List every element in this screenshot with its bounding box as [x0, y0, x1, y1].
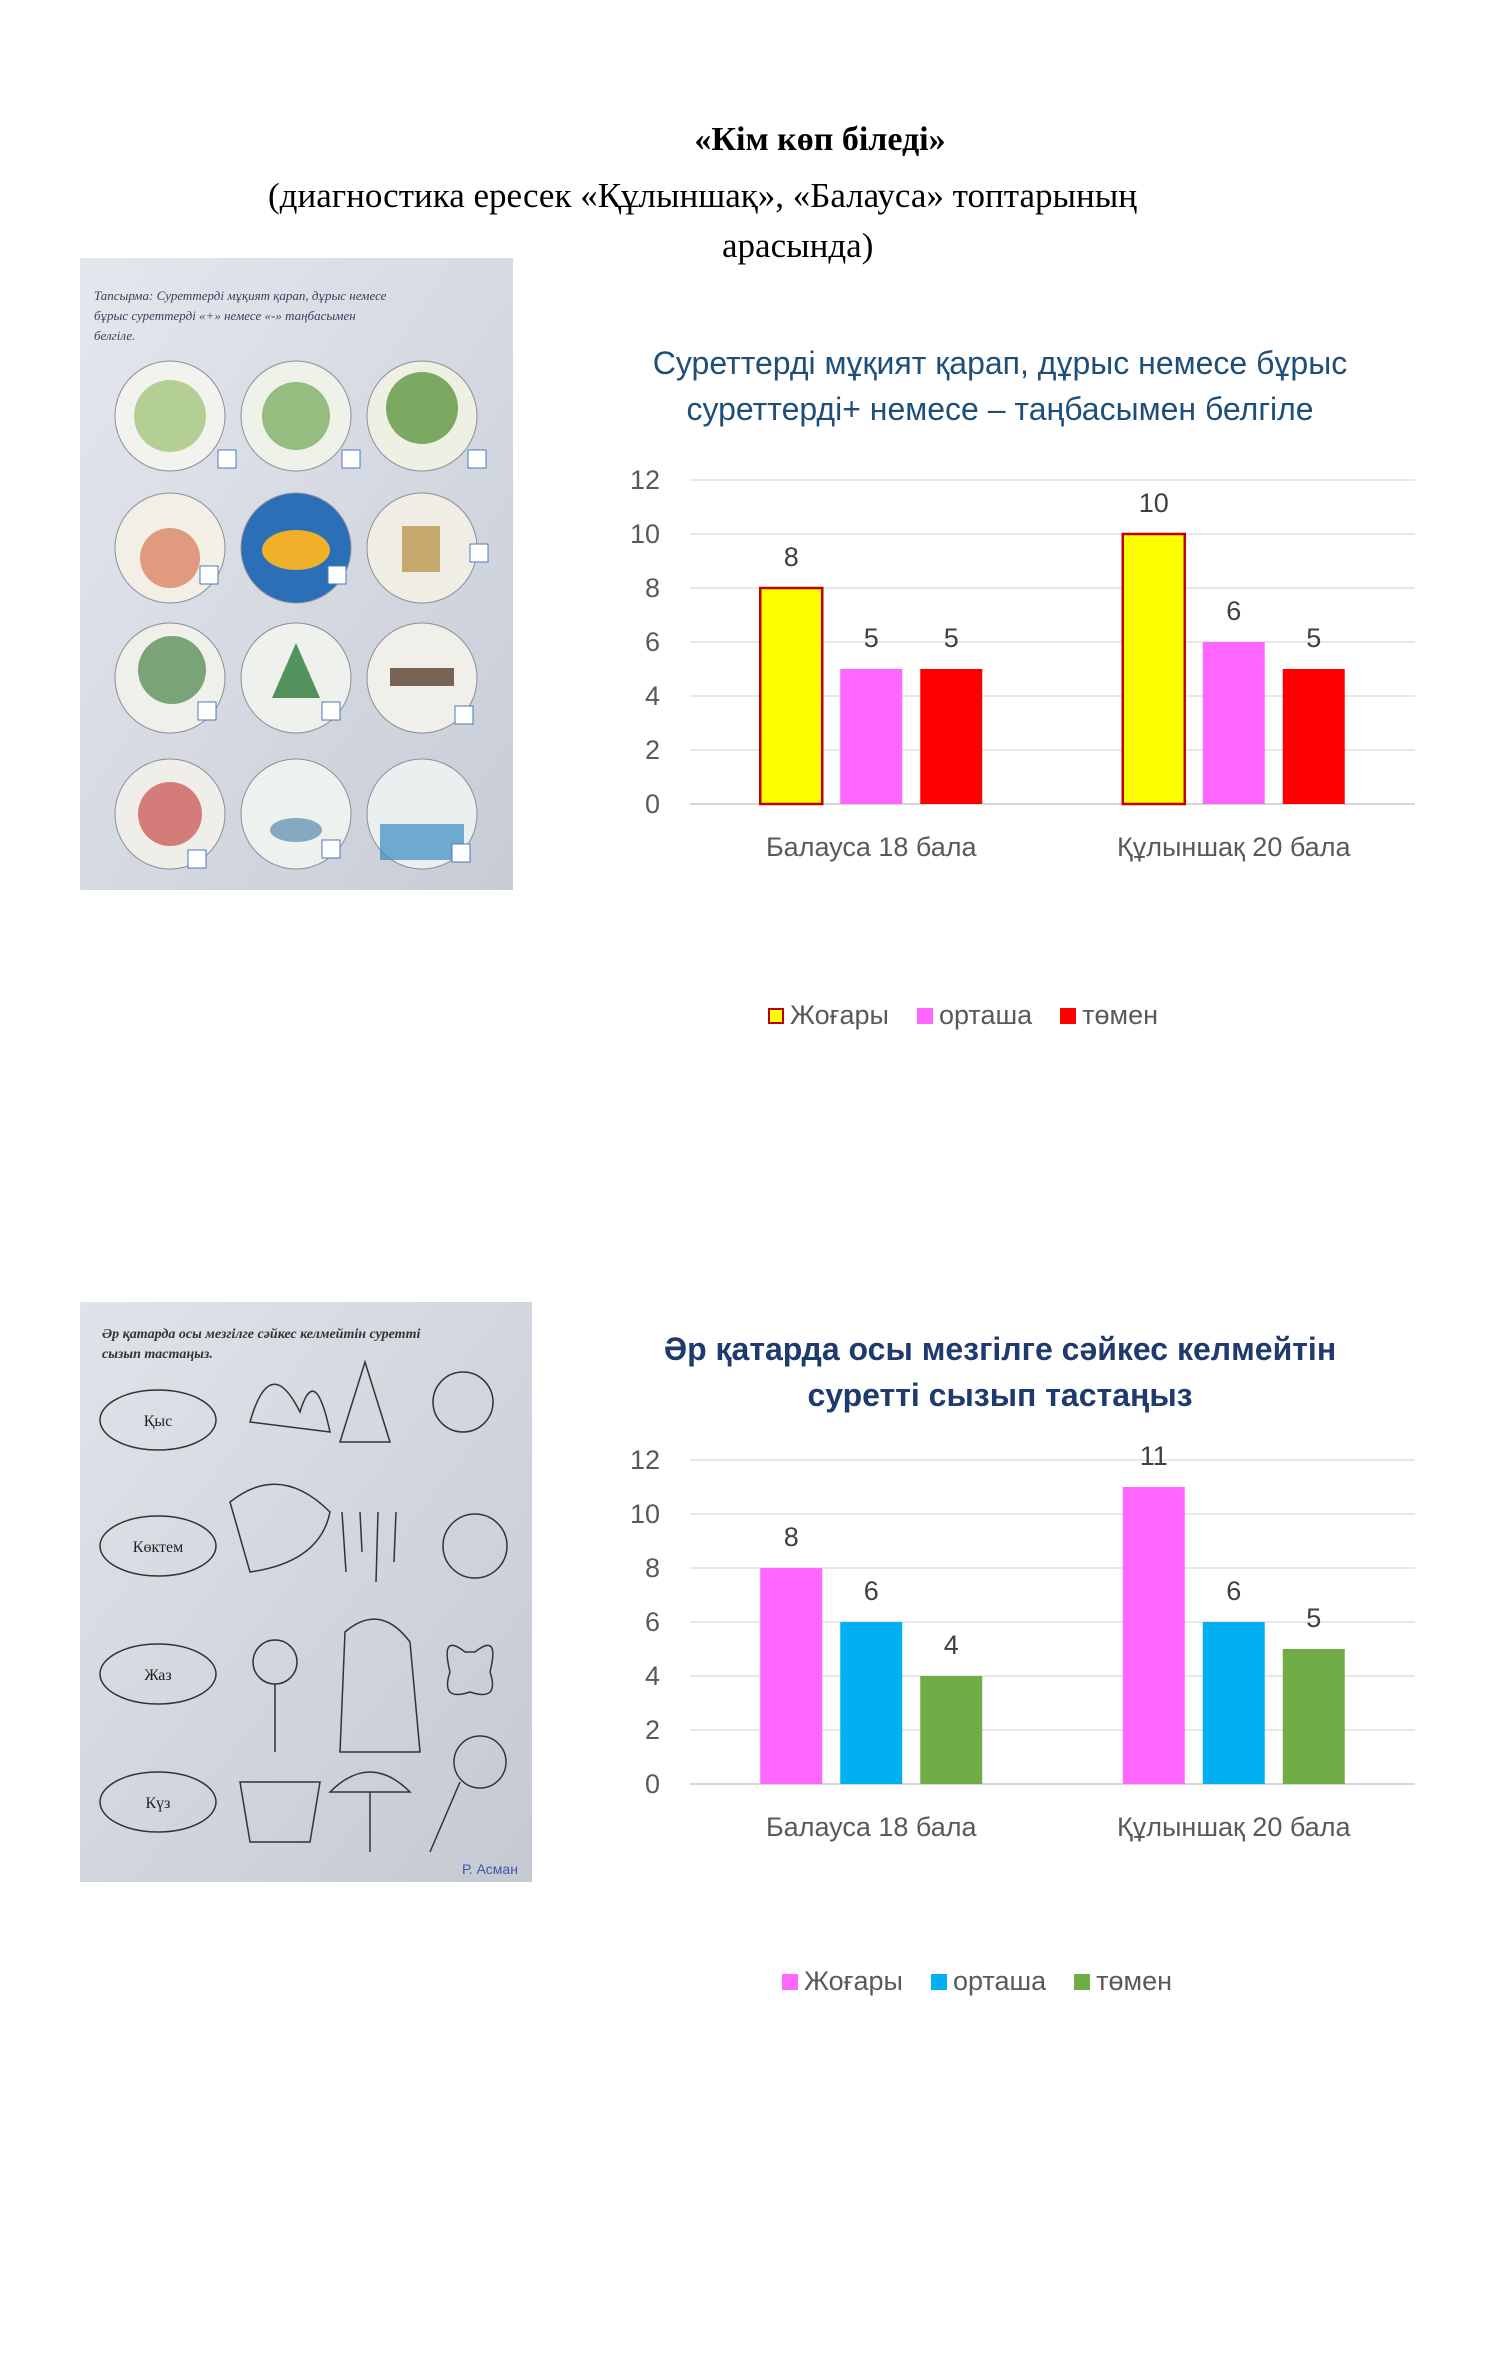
- bar: [920, 1676, 982, 1784]
- worksheet-photo-1: [80, 258, 513, 890]
- data-label: 8: [783, 1522, 799, 1552]
- data-label: 5: [1306, 623, 1322, 653]
- document-subtitle-line1: (диагностика ересек «Құлыншақ», «Балауса» топтарының: [268, 176, 1137, 215]
- category-label: Балауса 18 бала: [765, 832, 977, 862]
- y-tick-label: 8: [644, 1553, 660, 1583]
- bar: [1283, 669, 1345, 804]
- legend-item: [931, 1966, 1046, 1997]
- y-tick-label: 12: [629, 1445, 660, 1475]
- y-tick-label: 10: [629, 1499, 660, 1529]
- y-tick-label: 4: [644, 681, 660, 711]
- chart2-legend: [782, 1966, 1172, 1997]
- category-label: Құлыншақ 20 бала: [1117, 832, 1351, 862]
- legend-label: орташа: [952, 1966, 1047, 1996]
- bar: [1203, 642, 1265, 804]
- legend-swatch: [1060, 1008, 1076, 1024]
- legend-swatch: [768, 1008, 784, 1024]
- data-label: 6: [863, 1576, 879, 1606]
- chart1-title: [560, 340, 1440, 432]
- legend-swatch: [931, 1974, 947, 1990]
- y-tick-label: 6: [644, 1607, 660, 1637]
- bar: [840, 669, 902, 804]
- chart2-title: [560, 1326, 1440, 1418]
- legend-swatch: [782, 1974, 798, 1990]
- bar: [1123, 534, 1185, 804]
- legend-item: [1060, 1000, 1158, 1031]
- y-tick-label: 8: [644, 573, 660, 603]
- chart1-plot: [560, 450, 1440, 870]
- data-label: 11: [1139, 1441, 1168, 1471]
- data-label: 8: [783, 542, 799, 572]
- season-winter-label: Қыс: [143, 1413, 173, 1430]
- category-label: Балауса 18 бала: [765, 1812, 977, 1842]
- season-spring-label: Көктем: [132, 1539, 184, 1556]
- worksheet-photo-2: [80, 1302, 532, 1882]
- data-label: 6: [1226, 1576, 1242, 1606]
- bar: [840, 1622, 902, 1784]
- chart1-legend: [768, 1000, 1158, 1031]
- y-tick-label: 4: [644, 1661, 660, 1691]
- chart2-plot: [560, 1430, 1440, 1850]
- document-subtitle-line2: арасында): [722, 226, 874, 265]
- chart1-title-line2: суреттерді+ немесе – таңбасымен белгіле: [686, 391, 1314, 427]
- data-label: 5: [943, 623, 959, 653]
- y-tick-label: 12: [629, 465, 660, 495]
- legend-item: [782, 1966, 903, 1997]
- data-label: 4: [943, 1630, 959, 1660]
- bar: [920, 669, 982, 804]
- legend-label: төмен: [1096, 1966, 1173, 1996]
- legend-label: төмен: [1082, 1000, 1159, 1030]
- bar: [760, 1568, 822, 1784]
- worksheet2-task-line1: Әр қатарда осы мезгілге сәйкес келмейтін суретті: [102, 1327, 421, 1342]
- y-tick-label: 0: [644, 789, 660, 819]
- y-tick-label: 0: [644, 1769, 660, 1799]
- y-tick-label: 2: [644, 735, 660, 765]
- chart2-title-line1: Әр қатарда осы мезгілге сәйкес келмейтін: [663, 1331, 1337, 1367]
- legend-item: [917, 1000, 1032, 1031]
- data-label: 10: [1138, 488, 1169, 518]
- legend-item: [768, 1000, 889, 1031]
- y-tick-label: 10: [629, 519, 660, 549]
- legend-label: Жоғары: [804, 1966, 903, 1996]
- chart2-title-line2: суретті сызып тастаңыз: [807, 1377, 1193, 1413]
- season-summer-label: Жаз: [144, 1667, 172, 1684]
- legend-label: орташа: [938, 1000, 1033, 1030]
- y-tick-label: 2: [644, 1715, 660, 1745]
- worksheet2-signature: Р. Асман: [462, 1861, 518, 1877]
- category-label: Құлыншақ 20 бала: [1117, 1812, 1351, 1842]
- legend-item: [1074, 1966, 1172, 1997]
- document-title: «Кім көп біледі»: [694, 121, 946, 158]
- bar: [760, 588, 822, 804]
- legend-swatch: [1074, 1974, 1090, 1990]
- season-autumn-label: Күз: [145, 1795, 171, 1812]
- data-label: 6: [1226, 596, 1242, 626]
- chart1-title-line1: Суреттерді мұқият қарап, дұрыс немесе бұрыс: [652, 345, 1348, 381]
- legend-swatch: [917, 1008, 933, 1024]
- worksheet1-task-line1: Тапсырма: Суреттерді мұқият қарап, дұрыс немесе: [94, 288, 387, 303]
- bar: [1283, 1649, 1345, 1784]
- worksheet1-task-line3: белгіле.: [94, 328, 136, 343]
- y-tick-label: 6: [644, 627, 660, 657]
- bar: [1123, 1487, 1185, 1784]
- worksheet1-task-line2: бұрыс суреттерді «+» немесе «-» таңбасымен: [94, 308, 356, 323]
- worksheet2-task-line2: сызып тастаңыз.: [102, 1347, 213, 1362]
- data-label: 5: [1306, 1603, 1322, 1633]
- legend-label: Жоғары: [790, 1000, 889, 1030]
- bar: [1203, 1622, 1265, 1784]
- data-label: 5: [863, 623, 879, 653]
